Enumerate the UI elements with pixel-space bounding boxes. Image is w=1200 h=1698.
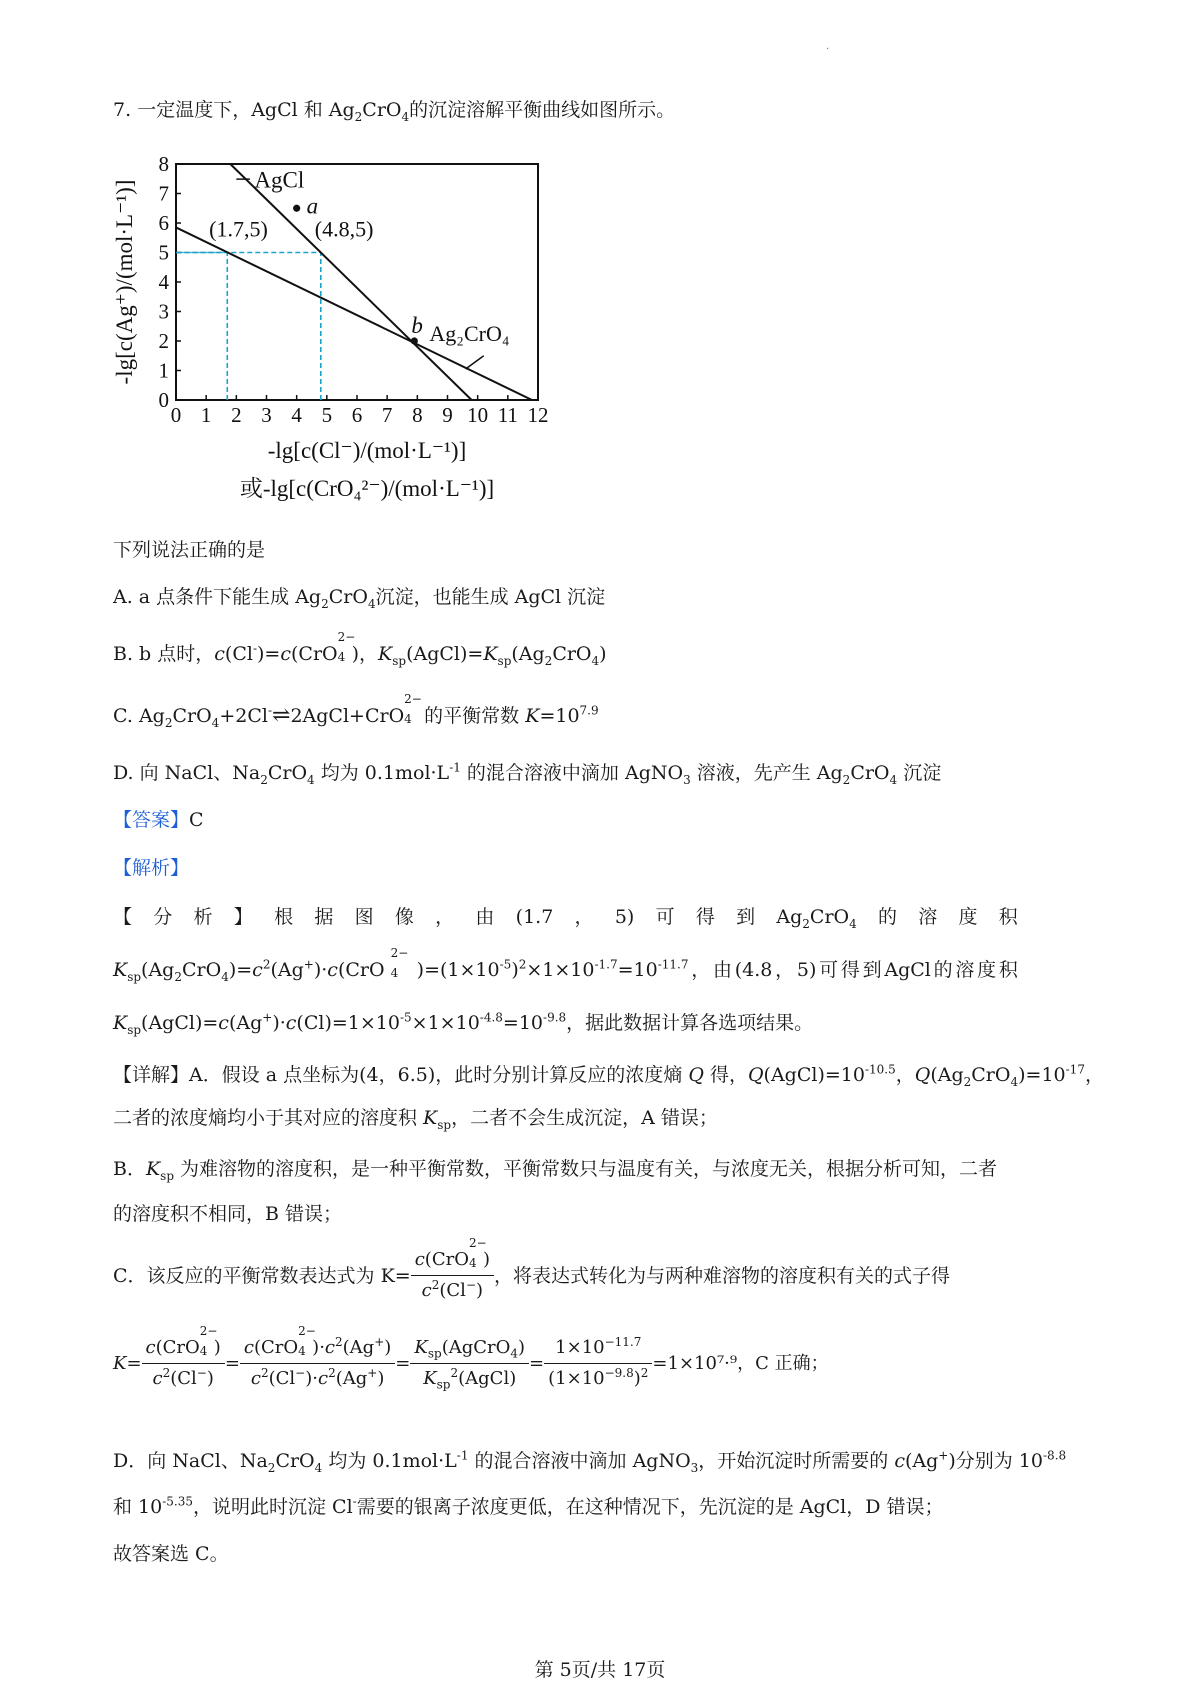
answer-value: C xyxy=(189,809,204,831)
solubility-chart xyxy=(106,142,566,510)
question-stem-text: 一定温度下，AgCl 和 $Ag_2CrO_4$的沉淀溶解平衡曲线如图所示。 xyxy=(137,99,676,124)
x-tick-label: 11 xyxy=(497,403,518,427)
x-tick-label: 8 xyxy=(412,403,423,427)
x-axis-label-line1: -lg[c(Cl⁻)/(mol·L⁻¹)] xyxy=(267,438,467,463)
detail-c-line-1: C．该反应的平衡常数表达式为 K= c(CrO 2− 4 ) $c^2(Cl^-)$ ，将表达式转化为与两种难溶物的溶度积有关的式子得 xyxy=(113,1247,950,1304)
y-axis-label: -lg[c(Ag⁺)/(mol·L⁻¹)] xyxy=(112,179,137,385)
x-tick-label: 12 xyxy=(527,403,549,427)
x-tick-label: 2 xyxy=(231,403,242,427)
y-tick-label: 4 xyxy=(158,270,169,294)
analysis-line-1: 【 分 析 】 根 据 图 像 ， 由 (1.7 ， 5) 可 得 到 $Ag_2CrO_4$ 的 溶 度 积 xyxy=(113,906,1018,931)
point-a xyxy=(293,205,300,212)
annotation-1: (1.7,5) xyxy=(209,216,268,242)
detail-c-line-2: K= c(CrO 2− 4 ) $c^2(Cl^-)$ = c(CrO 2− 4 )$\cdot c^2(Ag^+)$ $c^2(Cl^-)\cdot c^2(Ag^+)$ = $\frac{K_{sp}(AgCrO_4)}{K_{sp}^2(AgCl)}$ = $\frac{1\times 10^{-11.7}}{(1\times 10^{-9.8})^2}$ =1×10⁷·⁹，C 正确； xyxy=(113,1324,829,1392)
conclusion: 故答案选 C。 xyxy=(113,1543,229,1565)
detail-b-line-1: B．$K_{sp}$ 为难溶物的溶度积，是一种平衡常数，平衡常数只与温度有关，与浓度无关，根据分析可知，二者 xyxy=(113,1158,998,1183)
x-tick-label: 4 xyxy=(291,403,302,427)
detail-a-line-2: 二者的浓度熵均小于其对应的溶度积 $K_{sp}$，二者不会生成沉淀，A 错误； xyxy=(113,1107,718,1132)
annotation-2: (4.8,5) xyxy=(314,216,374,242)
y-tick-label: 1 xyxy=(158,358,169,383)
detail-label: 【详解】 xyxy=(113,1064,190,1086)
y-tick-label: 5 xyxy=(158,240,169,265)
y-tick-label: 7 xyxy=(158,181,169,206)
y-tick-label: 8 xyxy=(158,152,169,176)
y-tick-label: 6 xyxy=(158,211,169,235)
detail-a-line-1: 【详解】A．假设 a 点坐标为(4，6.5)，此时分别计算反应的浓度熵 Q 得，$Q(AgCl)=10^{-10.5}$，$Q(Ag_2CrO_4)=10^{-17}$， xyxy=(113,1062,1104,1089)
x-tick-label: 6 xyxy=(351,403,363,427)
option-c: C. $Ag_2CrO_4+2Cl^-\rightleftharpoons 2AgCl+CrO$ 2− 4 的平衡常数 $K=10^{7.9}$ xyxy=(113,692,599,730)
option-a: A. a 点条件下能生成 $Ag_2CrO_4$沉淀，也能生成 AgCl 沉淀 xyxy=(113,586,606,611)
y-tick-label: 0 xyxy=(158,388,169,412)
x-tick-label: 7 xyxy=(381,403,393,427)
point-label-a: a xyxy=(306,193,319,219)
plot-frame xyxy=(176,164,538,400)
x-axis-label-line2: 或-lg[c(CrO₄²⁻)/(mol·L⁻¹)] xyxy=(239,476,495,501)
dashed-guide xyxy=(176,253,227,401)
analysis-line-2: $K_{sp}(Ag_2CrO_4)=c^2(Ag^+)\cdot c(CrO$ 2− 4 )$=(1\times 10^{-5})^2\times 1\times 10^{-1.7}=10^{-11.7}$ ， 由 (4.8 ， 5) 可 得 到 AgCl 的 溶 度 积 xyxy=(113,946,1018,984)
y-tick-label: 2 xyxy=(158,329,169,353)
detail-b-line-2: 的溶度积不相同，B 错误； xyxy=(113,1203,343,1225)
x-tick-label: 9 xyxy=(442,403,453,427)
x-tick-label: 5 xyxy=(321,403,333,427)
analysis-line-3: $K_{sp}(AgCl)=c(Ag^+)\cdot c(Cl)=1\times 10^{-5}\times 1\times 10^{-4.8}=10^{-9.8}$，据此数据计算各选项结果。 xyxy=(113,1010,814,1037)
detail-d-line-1: D．向 NaCl、$Na_2CrO_4$ 均为 $0.1mol\cdot L^{-1}$ 的混合溶液中滴加 AgNO$_3$，开始沉淀时所需要的 c(Ag+)分别为 $10^{-8.8}$ xyxy=(113,1448,1067,1475)
question-number: 7. xyxy=(113,99,132,121)
corner-dot: · xyxy=(826,44,830,55)
point-b xyxy=(411,337,418,344)
question-prompt: 下列说法正确的是 xyxy=(113,539,266,561)
answer-label: 【答案】 xyxy=(113,809,190,831)
dashed-guide xyxy=(176,253,321,401)
x-tick-label: 0 xyxy=(170,403,182,427)
point-label-b: b xyxy=(411,313,423,338)
x-tick-label: 1 xyxy=(200,403,212,427)
answer-line xyxy=(113,807,204,833)
x-tick-label: 10 xyxy=(467,403,489,427)
series-line-agcl xyxy=(230,164,471,400)
k-expression-fraction: c(CrO 2− 4 ) $c^2(Cl^-)$ xyxy=(411,1247,494,1304)
option-b: B. b 点时，c(Cl-)=c(CrO 2− 4 )，$K_{sp}(AgCl)=K_{sp}(Ag_2CrO_4)$ xyxy=(113,630,607,668)
series-label-ag2cro4: Ag₂CrO₄ xyxy=(429,321,510,346)
analysis-label: 【解析】 xyxy=(113,857,190,879)
page-footer: 第 5页/共 17页 xyxy=(534,1659,666,1681)
x-tick-label: 3 xyxy=(261,403,272,427)
option-d: D. 向 NaCl、$Na_2CrO_4$ 均为 $0.1mol\cdot L^{-1}$ 的混合溶液中滴加 AgNO$_3$ 溶液，先产生 $Ag_2CrO_4$ 沉淀 xyxy=(113,760,942,787)
detail-d-line-2: 和 $10^{-5.35}$，说明此时沉淀 Cl-需要的银离子浓度更低，在这种情况下，先沉淀的是 AgCl，D 错误； xyxy=(113,1494,944,1518)
question-stem xyxy=(113,97,675,123)
series-label-leader-ag2cro4 xyxy=(466,356,484,369)
series-label-agcl: AgCl xyxy=(254,167,305,193)
series-line-ag2cro4 xyxy=(176,227,532,400)
y-tick-label: 3 xyxy=(158,299,169,324)
